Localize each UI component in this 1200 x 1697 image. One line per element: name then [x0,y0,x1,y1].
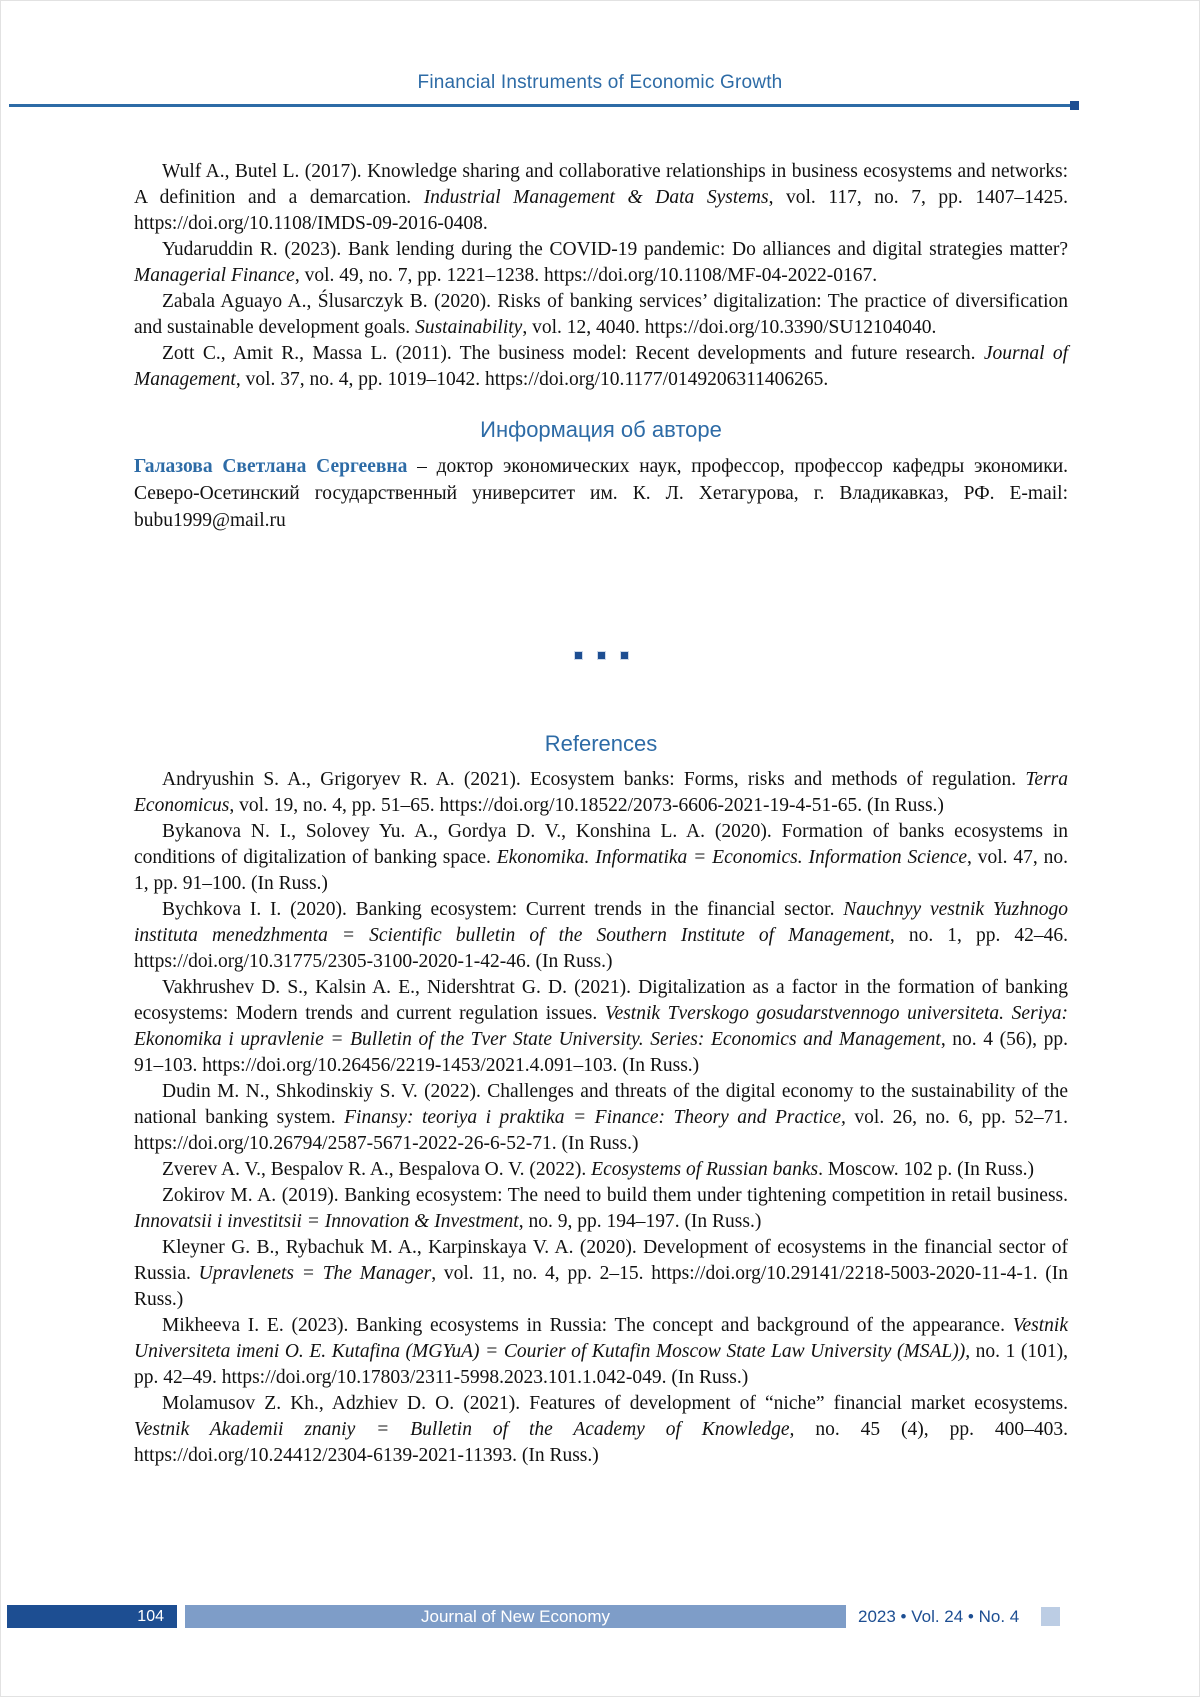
section-separator-icon [134,652,1068,659]
text-segment: Mikheeva I. E. (2023). Banking ecosystems in Russia: The concept and background of the appearance. [162,1315,1013,1336]
page-number-badge: 104 [7,1605,177,1628]
reference-entry [134,819,1068,897]
reference-entry [134,1391,1068,1469]
header-rule [9,104,1071,107]
source-title-italic: Finansy: teoriya i praktika = Finance: Theory and Practice, [344,1107,846,1128]
reference-entry [134,1079,1068,1157]
footer-accent-square [1041,1607,1060,1626]
header-rule-end-square [1070,101,1079,110]
separator-square [598,652,605,659]
running-header: Financial Instruments of Economic Growth [417,72,783,93]
reference-entry [134,767,1068,819]
reference-entry [134,289,1068,341]
text-segment: Kleyner G. B., Rybachuk M. A., Karpinskaya V. A. (2020). Development of ecosystems in the financial sector of Russia. [134,1237,1068,1284]
source-title-italic: Ekonomika. Informatika = Economics. Information Science [496,847,968,868]
source-title-italic: Nauchnyy vestnik Yuzhnogo instituta menedzhmenta = Scientific bulletin of the Southern Institute of Management [134,899,1068,946]
text-segment: , vol. 49, no. 7, pp. 1221–1238. https://doi.org/10.1108/MF-04-2022-0167. [294,265,878,286]
source-title-italic: Industrial Management & Data Systems [423,187,769,208]
text-segment: Bychkova I. I. (2020). Banking ecosystem: Current trends in the financial sector. [162,899,844,920]
text-segment: Vakhrushev D. S., Kalsin A. E., Nidershtrat G. D. (2021). Digitalization as a factor in the formation of banking ecosystems: Modern trends and current regulation issues. [134,977,1068,1024]
reference-entry [134,159,1068,237]
references-heading: References [544,731,658,756]
text-segment: , no. 1, pp. 42–46. https://doi.org/10.31775/2305-3100-2020-1-42-46. (In Russ.) [134,925,1069,972]
reference-entry [134,341,1068,393]
author-info-paragraph [134,453,1068,534]
text-segment: , no. 4 (56), pp. 91–103. https://doi.org/10.26456/2219-1453/2021.4.091–103. (In Russ.) [134,1029,1068,1076]
page-footer [1,1605,1199,1628]
source-title-italic: Upravlenets = The Manager [198,1263,432,1284]
reference-entry [134,975,1068,1079]
text-segment: Bykanova N. I., Solovey Yu. A., Gordya D. V., Konshina L. A. (2020). Formation of banks ecosystems in conditions of digitalization of banking space. [134,821,1068,868]
text-segment: Molamusov Z. Kh., Adzhiev D. O. (2021). Features of development of “niche” financial market ecosystems. [162,1393,1068,1414]
english-references-block [134,159,1068,393]
text-segment: Yudaruddin R. (2023). Bank lending during the COVID-19 pandemic: Do alliances and digital strategies matter? [162,239,1068,260]
author-info-block [134,453,1068,534]
issue-info: 2023 • Vol. 24 • No. 4 [858,1607,1020,1626]
text-segment: , vol. 12, 4040. https://doi.org/10.3390/SU12104040. [522,317,937,338]
text-segment: , vol. 37, no. 4, pp. 1019–1042. https://doi.org/10.1177/0149206311406265. [235,369,829,390]
reference-entry [134,897,1068,975]
text-segment: Zverev A. V., Bespalov R. A., Bespalova O. V. (2022). [162,1159,592,1180]
text-segment: – доктор экономических наук, профессор, профессор кафедры экономики. Северо-Осетинский государственный университет им. К. Л. Хетагурова, г. Владикавказ, РФ. E-mail: bubu1999@mail.ru [134,456,1069,531]
text-segment: , vol. 19, no. 4, pp. 51–65. https://doi.org/10.18522/2073-6606-2021-19-4-51-65. (In Russ.) [229,795,944,816]
text-segment: Dudin M. N., Shkodinskiy S. V. (2022). Challenges and threats of the digital economy to the sustainability of the national banking system. [134,1081,1068,1128]
text-segment: no. 45 (4), pp. 400–403. https://doi.org/10.24412/2304-6139-2021-11393. (In Russ.) [134,1419,1068,1466]
reference-entry [134,1157,1068,1183]
text-segment: Zott C., Amit R., Massa L. (2011). The business model: Recent developments and future research. [162,343,984,364]
source-title-italic: Managerial Finance [134,265,295,286]
separator-square [575,652,582,659]
text-segment: , vol. 117, no. 7, pp. 1407–1425. https://doi.org/10.1108/IMDS-09-2016-0408. [134,187,1068,234]
source-title-italic: Vestnik Universiteta imeni O. E. Kutafina (MGYuA) = Courier of Kutafin Moscow State Law University (MSAL)), [134,1315,1068,1362]
text-segment: , vol. 11, no. 4, pp. 2–15. https://doi.org/10.29141/2218-5003-2020-11-4-1. (In Russ.) [134,1263,1068,1310]
author-info-heading: Информация об авторе [480,417,722,442]
text-segment: Zokirov M. A. (2019). Banking ecosystem: The need to build them under tightening competition in retail business. [162,1185,1068,1206]
source-title-italic: Ecosystems of Russian banks [591,1159,819,1180]
text-segment: , no. 9, pp. 194–197. (In Russ.) [518,1211,762,1232]
separator-square [621,652,628,659]
text-segment: Zabala Aguayo A., Ślusarczyk B. (2020). Risks of banking services’ digitalization: The practice of diversification and sustainable development goals. [134,291,1068,338]
reference-entry [134,237,1068,289]
text-segment: , vol. 47, no. 1, pp. 91–100. (In Russ.) [134,847,1069,894]
source-title-italic: Innovatsii i investitsii = Innovation & Investment [134,1211,519,1232]
journal-name-bar: Journal of New Economy [185,1605,846,1628]
author-name: Галазова Светлана Сергеевна [134,456,408,477]
source-title-italic: Vestnik Akademii znaniy = Bulletin of the Academy of Knowledge, [134,1419,795,1440]
source-title-italic: Sustainability [415,317,523,338]
page-content [134,159,1068,1469]
reference-entry [134,1183,1068,1235]
text-segment: vol. 26, no. 6, pp. 52–71. https://doi.org/10.26794/2587-5671-2022-26-6-52-71. (In Russ.) [134,1107,1068,1154]
source-title-italic: Vestnik Tverskogo gosudarstvennogo universiteta. Seriya: Ekonomika i upravlenie = Bulletin of the Tver State University. Series: Economics and Management [134,1003,1068,1050]
source-title-italic: Journal of Management [134,343,1068,390]
text-segment: Wulf A., Butel L. (2017). Knowledge sharing and collaborative relationships in business ecosystems and networks: A definition and a demarcation. [134,161,1068,208]
reference-entry [134,1235,1068,1313]
source-title-italic: Terra Economicus [134,769,1068,816]
reference-entry [134,1313,1068,1391]
text-segment: Andryushin S. A., Grigoryev R. A. (2021). Ecosystem banks: Forms, risks and methods of regulation. [162,769,1026,790]
text-segment: . Moscow. 102 p. (In Russ.) [818,1159,1035,1180]
text-segment: no. 1 (101), pp. 42–49. https://doi.org/10.17803/2311-5998.2023.101.1.042-049. (In Russ.) [134,1341,1068,1388]
references-block [134,767,1068,1469]
